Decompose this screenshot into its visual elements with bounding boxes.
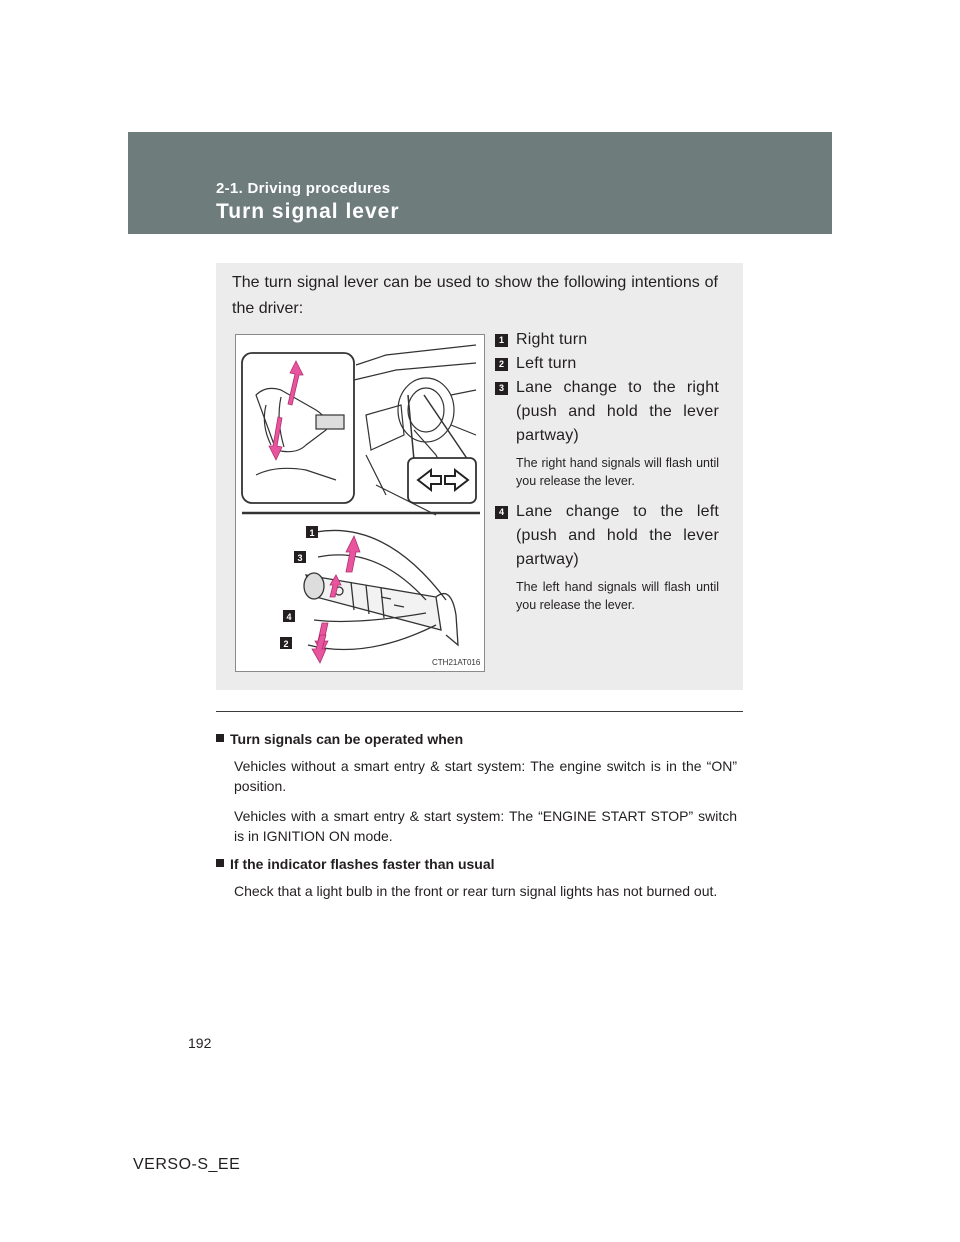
list-item: [495, 328, 719, 352]
note-paragraph: Vehicles with a smart entry & start system: The “ENGINE START STOP” switch is in IGNITION ON mode.: [234, 808, 737, 844]
page-number: 192: [188, 1035, 212, 1051]
item-text: Lane change to the left (push and hold the lever partway): [516, 503, 719, 568]
item-text: Left turn: [516, 355, 577, 372]
notes-section: [216, 731, 737, 911]
section-label: 2-1. Driving procedures: [216, 180, 391, 197]
item-text: Lane change to the right (push and hold the lever partway): [516, 379, 719, 444]
item-note: The left hand signals will flash until you release the lever.: [516, 580, 719, 612]
list-item: [495, 500, 719, 614]
svg-text:4: 4: [286, 612, 292, 622]
footer-code: VERSO-S_EE: [133, 1156, 241, 1173]
note-heading: Turn signals can be operated when: [216, 731, 737, 747]
svg-text:2: 2: [283, 639, 289, 649]
list-item: [495, 376, 719, 490]
note-paragraph: Vehicles without a smart entry & start system: The engine switch is in the “ON” position.: [234, 758, 737, 794]
right-turn-arrow-icon: [346, 536, 360, 572]
section-header: [128, 132, 832, 234]
callout-3: [294, 551, 306, 563]
turn-signal-illustration: [235, 334, 485, 672]
note-paragraph: Check that a light bulb in the front or rear turn signal lights has not burned out.: [234, 883, 718, 899]
list-item: [495, 352, 719, 376]
section-divider: [216, 711, 743, 712]
lever-diagram: [236, 335, 484, 671]
lever-sketch: [304, 573, 458, 645]
figure-code: CTH21AT016: [432, 658, 481, 667]
bullet-square-icon: [216, 734, 224, 742]
intro-text: The turn signal lever can be used to show the following intentions of the driver:: [232, 274, 718, 317]
page-title: Turn signal lever: [216, 200, 400, 223]
item-note: The right hand signals will flash until you release the lever.: [516, 456, 719, 488]
callout-1: [306, 526, 318, 538]
info-panel: [216, 263, 743, 690]
intention-list: [495, 328, 719, 624]
svg-text:1: 1: [309, 528, 315, 538]
svg-text:3: 3: [297, 553, 303, 563]
item-number: 4: [495, 506, 508, 519]
callout-4: [283, 610, 295, 622]
item-number: 1: [495, 334, 508, 347]
item-text: Right turn: [516, 331, 588, 348]
callout-2: [280, 637, 292, 649]
note-heading: If the indicator flashes faster than usual: [216, 856, 737, 872]
bullet-square-icon: [216, 859, 224, 867]
item-number: 3: [495, 382, 508, 395]
item-number: 2: [495, 358, 508, 371]
left-turn-arrow-icon: [312, 635, 326, 663]
